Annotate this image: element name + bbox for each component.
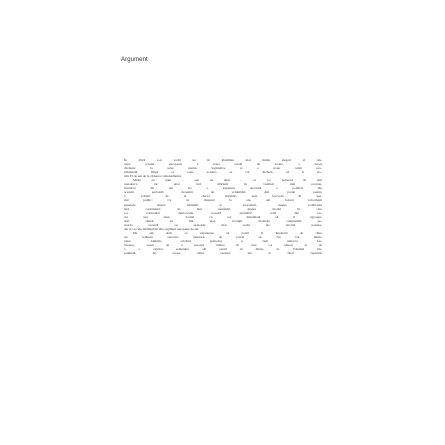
paragraph-line: Mulți au știut – sau au uitat – ce s-a petrecut în anii [133, 178, 322, 183]
paragraph-line: plare. Ambiția oricărui politolog e, cum remarca Leo [124, 238, 322, 243]
paragraph-line: cut sau, altei, dorind cu tot dinadinsul să îi ngroape. [124, 214, 322, 219]
paragraph-line: s-a reinventat democrația noastră preluând cerai din tre- [124, 210, 322, 215]
paragraph-line: a o explica semenilor săi oricât să dintre ei. Volumul im- [124, 247, 322, 252]
paragraph-line: În 2024 s-ar vorbi ne în România mai multe alegeri al cin- [124, 158, 322, 162]
paragraph-line: dar și cu cele întâmplă în alte regimuri europene de azi. [124, 226, 200, 231]
paragraph-line: un cetățean oarecare interesat de patria sa. Nu voi intim- [124, 234, 322, 239]
paragraph-line: Am căutat să îmi urez evoluții încâlcite comparând pe- [124, 218, 322, 223]
page-heading: Argument [121, 57, 148, 63]
text-column [124, 158, 322, 255]
paragraph-line: Mi am dorit ca expunerea să poată fi înțeleasă de către [133, 230, 322, 235]
paragraph-line: rim 35 de ani de la căderea comunismului. [124, 174, 182, 179]
paragraph-line: chemare la urne pentru legislative și a noua cursă pre- [124, 166, 322, 171]
paragraph-line: generale despre instituții și proceduri, despre politicieni [124, 202, 322, 207]
paragraph-line: cilea scrutin european, a noua rundă de locale, a zecea [124, 162, 322, 167]
paragraph-line: moi carismatici ori mai nesiferiți, despre modul în care [124, 206, 322, 211]
paragraph-line: prumută, de aceea, stilul eseistic, dar la final cuprinde [124, 251, 322, 256]
paragraph-line: zidențială. După ce toate acestea se vor încheia, să fi sto- [124, 170, 322, 175]
paragraph-line: Strauss, aceea de a pricepe lumea în care s-a născut și de [124, 242, 322, 247]
paragraph-line: noualezci, iar unor nici mărturii în vremuri mai recente. [124, 182, 322, 187]
paragraph-line: țiul public: Ca să răspund la ele, am folosit informații [124, 198, 322, 203]
paragraph-line: rioada recentă cu episoade mai vechi ale istoriei noastre, [124, 222, 322, 227]
paragraph-line: o scăderi de la câteva întrebări aute frecvent în spa- [124, 194, 322, 199]
paragraph-line: Narativa mi am zis o expunere succintă a politicii din [124, 186, 322, 191]
paragraph-line: această perioadă deosebit de schimbări. Am pornit pentru [124, 190, 322, 195]
